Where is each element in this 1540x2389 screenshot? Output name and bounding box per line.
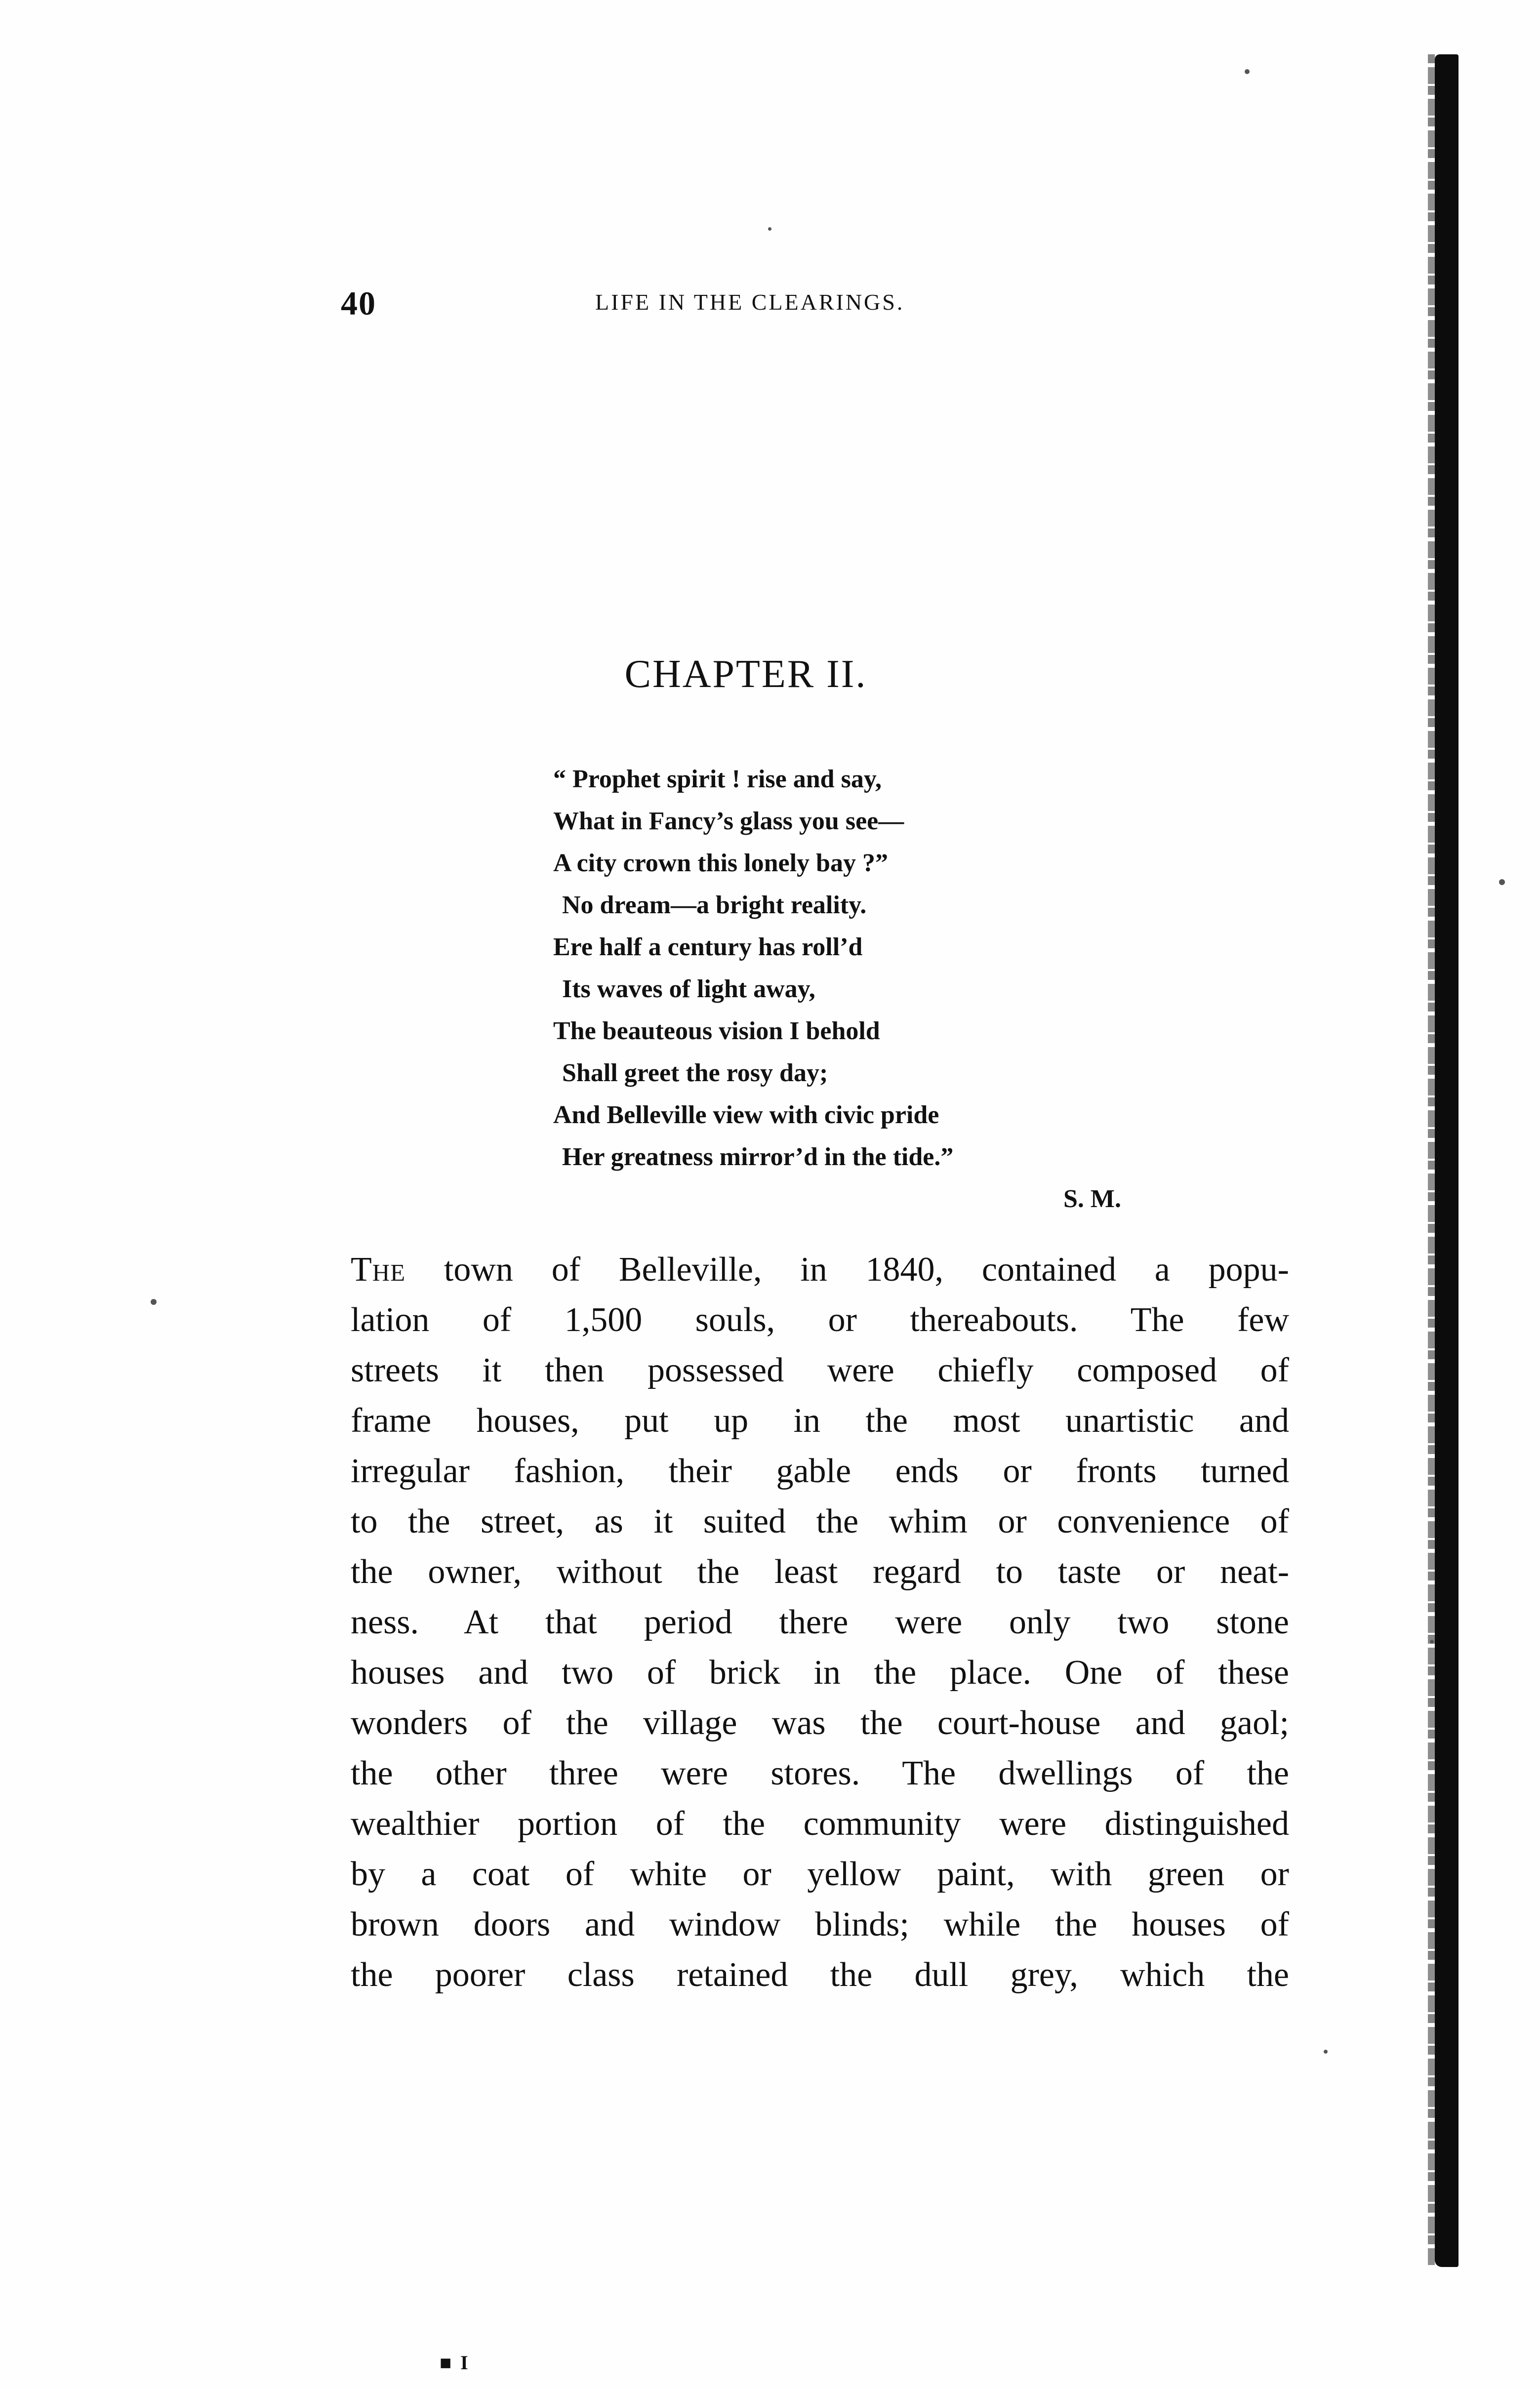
body-line: ness. At that period there were only two stone [351, 1603, 1289, 1641]
epigraph-line: The beauteous vision I behold [553, 1017, 880, 1045]
scan-speck [1430, 1640, 1434, 1644]
epigraph-line: Ere half a century has roll’d [553, 933, 863, 961]
scan-speck [1245, 69, 1250, 74]
body-line: wonders of the village was the court-house and gaol; [351, 1704, 1289, 1742]
body-line-text: town of Belleville, in 1840, contained a popu- [405, 1251, 1289, 1289]
epigraph-line: Shall greet the rosy day; [562, 1059, 828, 1087]
chapter-title: CHAPTER II. [624, 652, 867, 696]
running-head: LIFE IN THE CLEARINGS. [595, 289, 905, 315]
body-paragraph [351, 1245, 1289, 2000]
epigraph-attribution: S. M. [1063, 1185, 1121, 1213]
body-line: the poorer class retained the dull grey, which the [351, 1956, 1289, 1994]
scan-speck [151, 1299, 157, 1305]
epigraph-line: What in Fancy’s glass you see— [553, 807, 904, 835]
body-line: streets it then possessed were chiefly composed of [351, 1351, 1289, 1389]
body-line: wealthier portion of the community were distinguished [351, 1805, 1289, 1843]
body-line: houses and two of brick in the place. One of these [351, 1654, 1289, 1692]
binding-edge [1435, 54, 1459, 2267]
body-line: brown doors and window blinds; while the houses of [351, 1905, 1289, 1944]
scan-speck [1324, 2050, 1328, 2054]
printer-signature-mark: ■ I [440, 2351, 470, 2374]
epigraph [553, 758, 1121, 1220]
body-line: the owner, without the least regard to taste or neat- [351, 1553, 1289, 1591]
epigraph-line: No dream—a bright reality. [562, 891, 867, 919]
scan-speck [768, 227, 771, 231]
body-line: frame houses, put up in the most unartistic and [351, 1402, 1289, 1440]
body-line: lation of 1,500 souls, or thereabouts. The few [351, 1301, 1289, 1339]
epigraph-line: And Belleville view with civic pride [553, 1101, 939, 1129]
epigraph-line: “ Prophet spirit ! rise and say, [553, 765, 882, 793]
epigraph-line: A city crown this lonely bay ?” [553, 849, 888, 877]
body-line: by a coat of white or yellow paint, with green or [351, 1855, 1289, 1893]
body-line: the other three were stores. The dwellings of the [351, 1754, 1289, 1792]
scan-speck [1499, 879, 1505, 885]
page-header [341, 284, 1022, 324]
body-line: irregular fashion, their gable ends or fronts turned [351, 1452, 1289, 1490]
page-number: 40 [341, 284, 376, 322]
body-line [351, 1245, 1289, 1295]
epigraph-line: Its waves of light away, [562, 975, 815, 1003]
body-line: to the street, as it suited the whim or convenience of [351, 1502, 1289, 1540]
lead-word: The [351, 1251, 406, 1289]
epigraph-line: Her greatness mirror’d in the tide.” [562, 1143, 954, 1171]
